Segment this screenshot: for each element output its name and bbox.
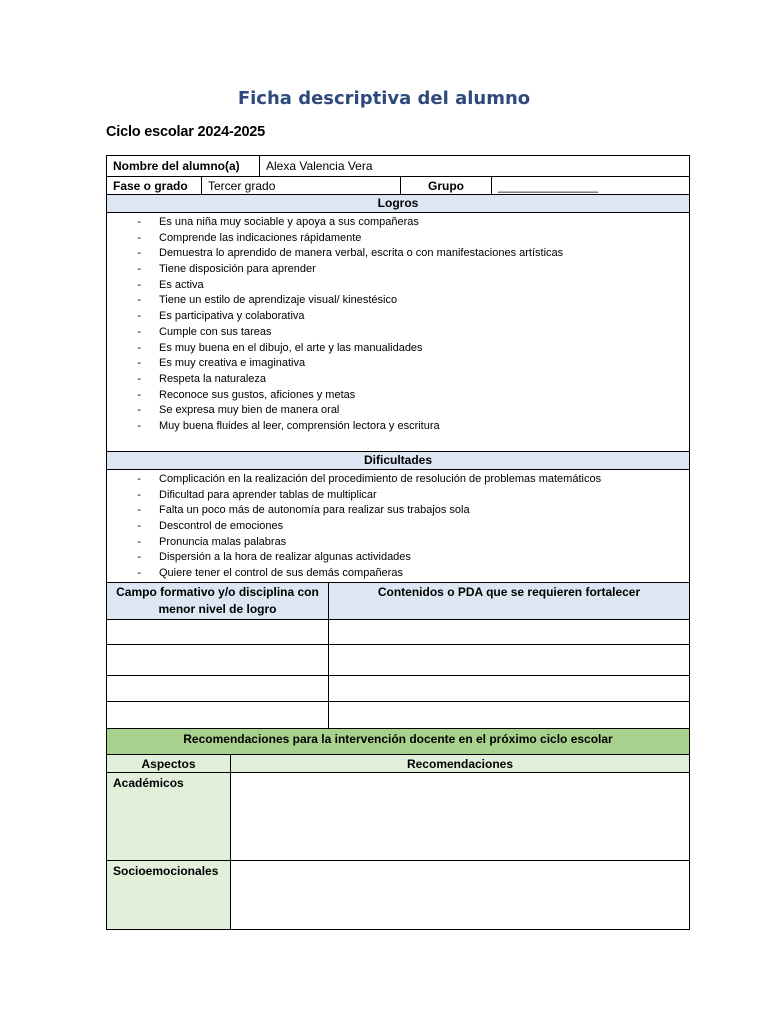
contenido-cell[interactable] — [329, 645, 689, 675]
table-row — [107, 676, 689, 702]
dificultades-section — [107, 470, 689, 583]
name-row — [107, 156, 689, 177]
academicos-label: Académicos — [107, 773, 231, 860]
grade-row — [107, 177, 689, 195]
list-item: - Pronuncia malas palabras — [137, 535, 287, 548]
contenido-cell[interactable] — [329, 702, 689, 728]
page-title: Ficha descriptiva del alumno — [237, 88, 531, 109]
socioemocionales-label: Socioemocionales — [107, 861, 231, 929]
list-item: - Comprende las indicaciones rápidamente — [137, 231, 362, 244]
list-item: - Falta un poco más de autonomía para realizar sus trabajos sola — [137, 504, 470, 517]
recomendaciones-header — [107, 729, 689, 755]
contenido-cell[interactable] — [329, 620, 689, 644]
campo-col1-header: Campo formativo y/o disciplina con menor nivel de logro — [107, 583, 329, 619]
list-item: - Muy buena fluides al leer, comprensión lectora y escritura — [137, 419, 440, 432]
table-row — [107, 702, 689, 729]
dificultades-list — [107, 470, 689, 582]
logros-list — [107, 213, 689, 451]
list-item: - Cumple con sus tareas — [137, 325, 272, 338]
cycle-label: Ciclo escolar 2024-2025 — [106, 124, 266, 140]
campo-cell[interactable] — [107, 676, 329, 701]
list-item: - Es una niña muy sociable y apoya a sus compañeras — [137, 216, 419, 228]
aspectos-label: Aspectos — [107, 755, 231, 772]
socioemocionales-row — [107, 861, 689, 929]
list-item: - Demuestra lo aprendido de manera verbal, escrita o con manifestaciones artísticas — [137, 247, 564, 260]
campo-cell[interactable] — [107, 620, 329, 644]
list-item: - Es participativa y colaborativa — [137, 310, 305, 323]
campo-cell[interactable] — [107, 702, 329, 728]
group-label: Grupo — [401, 177, 492, 194]
campo-header-row — [107, 583, 689, 620]
table-row — [107, 620, 689, 645]
list-item: - Reconoce sus gustos, aficiones y metas — [137, 388, 356, 401]
logros-section — [107, 213, 689, 452]
campo-cell[interactable] — [107, 645, 329, 675]
name-value[interactable]: Alexa Valencia Vera — [266, 159, 373, 173]
aspectos-header-row — [107, 755, 689, 773]
logros-header-label: Logros — [377, 196, 419, 210]
grade-label: Fase o grado — [107, 177, 202, 194]
grade-value[interactable]: Tercer grado — [202, 177, 401, 194]
list-item: - Tiene disposición para aprender — [137, 263, 316, 276]
list-item: - Es muy buena en el dibujo, el arte y las manualidades — [137, 341, 423, 354]
list-item: - Es activa — [137, 278, 204, 291]
student-sheet-table — [106, 155, 690, 930]
socioemocionales-recommendation[interactable] — [231, 861, 689, 929]
name-label: Nombre del alumno(a) — [107, 156, 260, 176]
list-item: - Respeta la naturaleza — [137, 372, 267, 385]
group-value[interactable]: _______________ — [498, 179, 599, 193]
list-item: - Descontrol de emociones — [137, 520, 284, 533]
campo-col2-header: Contenidos o PDA que se requieren fortalecer — [377, 585, 641, 599]
table-row — [107, 645, 689, 676]
list-item: - Se expresa muy bien de manera oral — [137, 404, 340, 417]
logros-header — [107, 195, 689, 213]
list-item: - Complicación en la realización del procedimiento de resolución de problemas matemáticos — [137, 473, 602, 485]
recomendaciones-label: Recomendaciones — [406, 757, 514, 771]
list-item: - Dispersión a la hora de realizar algunas actividades — [137, 551, 411, 564]
dificultades-header — [107, 452, 689, 470]
academicos-row — [107, 773, 689, 861]
list-item: - Quiere tener el control de sus demás compañeras — [137, 567, 403, 580]
list-item: - Dificultad para aprender tablas de multiplicar — [137, 488, 377, 501]
academicos-recommendation[interactable] — [231, 773, 689, 860]
list-item: - Es muy creativa e imaginativa — [137, 357, 306, 370]
contenido-cell[interactable] — [329, 676, 689, 701]
dificultades-header-label: Dificultades — [363, 453, 432, 467]
recomendaciones-header-label: Recomendaciones para la intervención docente en el próximo ciclo escolar — [183, 732, 613, 746]
list-item: - Tiene un estilo de aprendizaje visual/ kinestésico — [137, 294, 398, 307]
